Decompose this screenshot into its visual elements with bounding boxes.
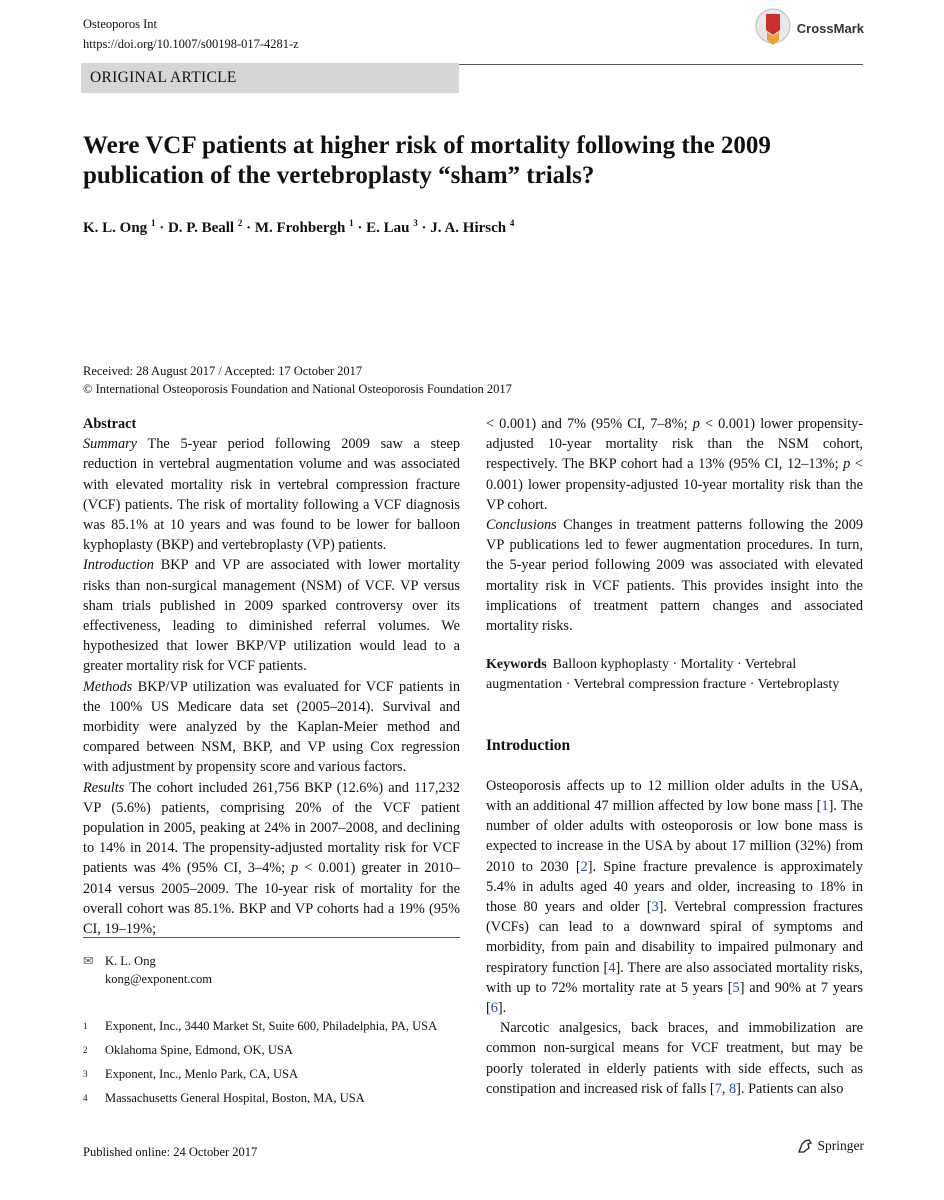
affiliation-number: 2 <box>83 1045 88 1055</box>
author-aff: 4 <box>509 218 515 228</box>
affiliation <box>83 1018 437 1034</box>
summary-label: Summary <box>83 436 138 453</box>
intro-text: ]. The number of older adults with osteoporosis or low bone mass is expected to increase in the USA by about 17 million (32%) from 2010 to 2030 [ <box>486 798 863 875</box>
author-aff: 2 <box>237 218 243 228</box>
doi-link[interactable]: https://doi.org/10.1007/s00198-017-4281-z <box>83 37 299 51</box>
correspondence-block <box>83 937 460 988</box>
intro-text: ] and 90% at 7 years [ <box>486 979 863 1017</box>
intro-text: ]. Patients can also <box>736 1080 844 1097</box>
article-dates <box>83 362 512 398</box>
citation-link[interactable]: 6 <box>490 1000 498 1017</box>
abstract-introduction <box>83 555 460 676</box>
author[interactable]: M. Frohbergh <box>254 220 346 236</box>
affiliation-number: 3 <box>83 1069 88 1079</box>
intro-text: BKP and VP are associated with lower mortality risks than non-surgical management (NSM) of VCF. VP versus sham trials published in 2009 sparked controversy over its effectiveness, leading to diminished referral volumes. We hypothesized that lower BKP/VP utilization would lead to a greater mortality risk for VCF patients. <box>83 557 460 675</box>
p-value-symbol: p <box>843 456 851 473</box>
conclusions-label: Conclusions <box>486 517 557 534</box>
introduction-paragraph-1 <box>486 776 863 1018</box>
results-continuation <box>486 414 863 515</box>
author-separator: · <box>357 220 363 236</box>
abstract-conclusions <box>486 515 863 636</box>
intro-text: ]. <box>497 1000 507 1017</box>
intro-text: Narcotic analgesics, back braces, and immobilization are common non-surgical means for VCF treatment, but may be poorly tolerated in elderly patients with side effects, such as constipation and increased risk of falls [ <box>486 1020 863 1097</box>
p-value-symbol: p <box>692 416 700 432</box>
introduction-paragraph-2 <box>486 1018 863 1099</box>
author[interactable]: D. P. Beall <box>167 220 235 236</box>
affiliation-number: 1 <box>83 1021 88 1031</box>
author-aff: 1 <box>349 218 354 228</box>
abstract-summary <box>83 434 460 555</box>
results-text: < 0.001) greater in 2010–2014 versus 2005–2009. The 10-year risk of mortality for the overall cohort was 85.1%. BKP and VP cohorts had a 19% (95% CI, 19–19%; <box>83 860 461 938</box>
results-label: Results <box>83 779 125 796</box>
intro-text: Osteoporosis affects up to 12 million older adults in the USA, with an additional 47 million affected by low bone mass [ <box>486 777 863 815</box>
author[interactable]: E. Lau <box>366 220 410 236</box>
author-aff: 1 <box>150 218 156 228</box>
citation-link[interactable]: 7 <box>714 1080 722 1097</box>
results-text: < 0.001) lower propensity-adjusted 10-year mortality risk than the VP cohort. <box>486 456 863 513</box>
author-separator: · <box>159 220 165 236</box>
publisher-name: Springer <box>817 1138 864 1153</box>
author[interactable]: K. L. Ong <box>83 220 148 236</box>
author-list <box>83 218 514 237</box>
abstract-heading: Abstract <box>83 416 137 432</box>
citation-link[interactable]: 4 <box>608 959 616 976</box>
article-title: Were VCF patients at higher risk of mortality following the 2009 publication of the vertebroplasty “sham” trials? <box>83 132 771 189</box>
affiliation <box>83 1042 293 1058</box>
affiliation-text: Oklahoma Spine, Edmond, OK, USA <box>105 1043 293 1057</box>
results-text: < 0.001) and 7% (95% CI, 7–8%; <box>486 416 693 432</box>
affiliation-text: Exponent, Inc., Menlo Park, CA, USA <box>105 1067 299 1081</box>
intro-text: ]. There are also associated mortality risks, with up to 72% mortality rate at 5 years [ <box>486 959 864 996</box>
affiliation-text: Exponent, Inc., 3440 Market St, Suite 600, Philadelphia, PA, USA <box>105 1019 438 1033</box>
received-accepted: Received: 28 August 2017 / Accepted: 17 October 2017 <box>83 364 363 378</box>
corresponding-email[interactable]: kong@exponent.com <box>105 972 212 986</box>
affiliation <box>83 1090 365 1106</box>
intro-text: ]. Vertebral compression fractures (VCFs) can lead to a downward spiral of symptoms and morbidity, from pain and disability to impaired pulmonary and respiratory function [ <box>486 899 863 976</box>
methods-text: BKP/VP utilization was evaluated for VCF patients in the 100% US Medicare data set (2005–2014). Survival and morbidity were analyzed by the Kaplan-Meier method and compared between NSM, BKP, and VP using Cox regression with adjustment by propensity score and various factors. <box>83 678 460 776</box>
intro-text: , <box>721 1080 729 1097</box>
citation-link[interactable]: 3 <box>651 899 659 916</box>
abstract-results <box>83 778 460 940</box>
citation-link[interactable]: 2 <box>580 858 588 875</box>
citation-link[interactable]: 5 <box>732 979 740 996</box>
author-separator: · <box>421 220 427 236</box>
methods-label: Methods <box>83 678 133 695</box>
crossmark-badge[interactable] <box>755 8 864 48</box>
results-text: < 0.001) lower propensity-adjusted 10-year mortality risk than the NSM cohort, respectively. The BKP cohort had a 13% (95% CI, 12–13%; <box>486 416 863 473</box>
author-separator: · <box>246 220 252 236</box>
p-value-symbol: p <box>291 860 299 877</box>
abstract-methods <box>83 677 460 778</box>
affiliation <box>83 1066 298 1082</box>
keywords-label: Keywords <box>486 657 547 673</box>
right-column-body <box>486 414 863 1099</box>
crossmark-icon <box>755 8 791 48</box>
abstract-left-column <box>83 414 460 939</box>
conclusions-text: Changes in treatment patterns following the 2009 VP publications led to fewer augmentation procedures. In turn, the 5-year period following 2009 was associated with elevated mortality risk in VCF patients. This provides insight into the implications of treatment pattern changes and associated mortality risks. <box>486 517 863 635</box>
intro-text: ]. Spine fracture prevalence is approximately 5.4% in adults aged 40 years and older, increasing to 18% in those 80 years and older [ <box>486 858 864 916</box>
crossmark-label: CrossMark <box>796 20 864 36</box>
summary-text: The 5-year period following 2009 saw a steep reduction in vertebral augmentation volume and was associated with elevated mortality risk in vertebral compression fracture (VCF) patients. The risk of mortality following a VCF diagnosis was 85.1% at 10 years and was found to be lower for balloon kyphoplasty (BKP) and vertebroplasty (VP) patients. <box>83 436 460 554</box>
header-rule <box>459 64 863 65</box>
springer-horse-icon <box>796 1138 814 1154</box>
springer-logo <box>796 1138 865 1154</box>
author-aff: 3 <box>413 218 418 228</box>
journal-name: Osteoporos Int <box>83 17 157 31</box>
copyright: © International Osteoporosis Foundation and National Osteoporosis Foundation 2017 <box>83 382 512 396</box>
keywords <box>486 655 863 695</box>
affiliation-number: 4 <box>83 1093 88 1103</box>
published-online: Published online: 24 October 2017 <box>83 1145 258 1159</box>
intro-label: Introduction <box>83 557 154 574</box>
introduction-heading: Introduction <box>486 736 571 754</box>
keywords-text: Balloon kyphoplasty · Mortality · Vertebral augmentation · Vertebral compression fracture · Vertebroplasty <box>486 657 840 693</box>
article-type-banner: ORIGINAL ARTICLE <box>81 63 459 93</box>
results-text: The cohort included 261,756 BKP (12.6%) and 117,232 VP (5.6%) patients, comprising 20% of the VCF patient population in 2005, peaking at 24% in 2007–2008, and declining to 14% in 2014. The propensity-adjusted mortality risk for VCF patients was 4% (95% CI, 3–4%; <box>83 779 460 877</box>
citation-link[interactable]: 1 <box>821 798 829 815</box>
author[interactable]: J. A. Hirsch <box>430 220 507 236</box>
corresponding-author: K. L. Ong <box>105 954 156 968</box>
citation-link[interactable]: 8 <box>729 1080 737 1097</box>
journal-header <box>83 14 299 54</box>
envelope-icon: ✉ <box>83 954 94 968</box>
affiliation-text: Massachusetts General Hospital, Boston, MA, USA <box>105 1091 365 1105</box>
